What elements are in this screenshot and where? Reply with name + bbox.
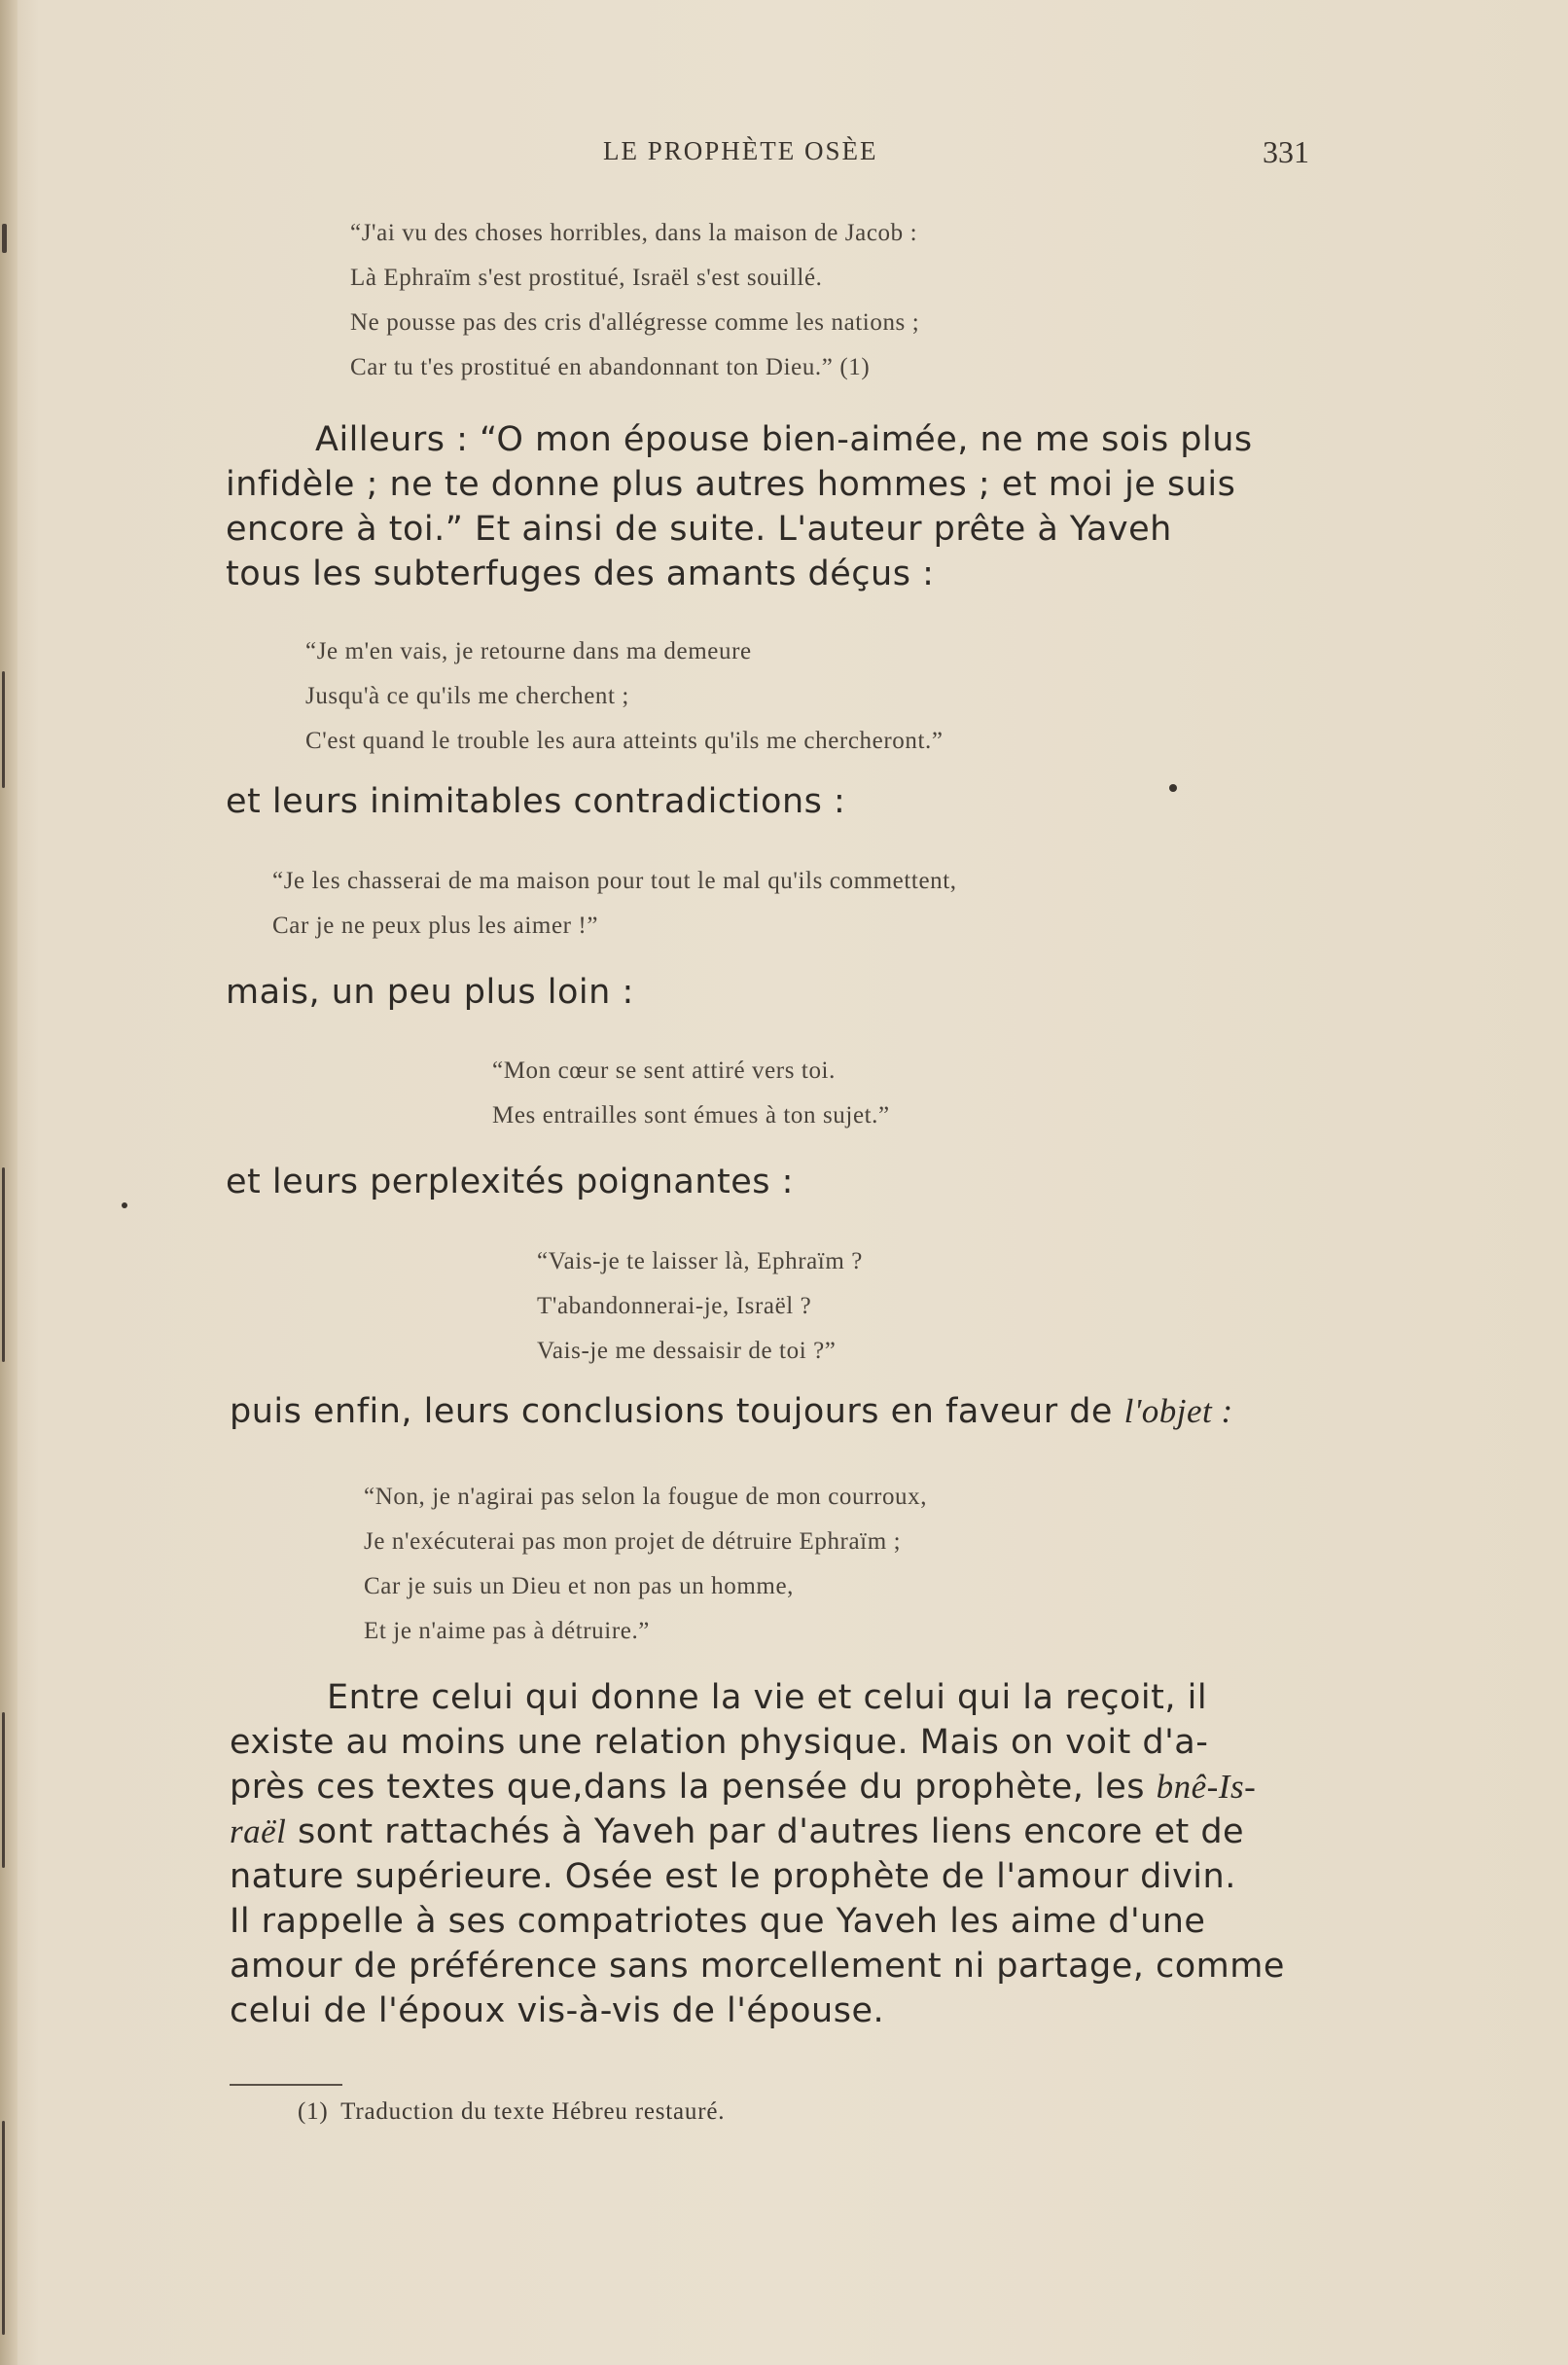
intro-conclusions-italic: l'objet : [1123, 1392, 1233, 1430]
verse-line: “Non, je n'agirai pas selon la fougue de mon courroux, [364, 1484, 928, 1510]
intro-conclusions-text: puis enfin, leurs conclusions toujours en faveur de [230, 1392, 1124, 1431]
binding-mark [2, 1712, 5, 1868]
prose-italic: raël [230, 1812, 287, 1850]
verse-line: Vais-je me dessaisir de toi ?” [537, 1338, 837, 1364]
footnote-rule [230, 2084, 342, 2086]
verse-block-5 [537, 1239, 863, 1374]
binding-mark [2, 2121, 5, 2335]
footnote [298, 2098, 725, 2126]
verse-line: “J'ai vu des choses horribles, dans la maison de Jacob : [350, 220, 918, 246]
paragraph-ailleurs [226, 417, 1253, 596]
verse-line: “Je les chasserai de ma maison pour tout le mal qu'ils commettent, [272, 868, 957, 894]
intro-plus-loin: mais, un peu plus loin : [226, 973, 634, 1012]
verse-line: T'abandonnerai-je, Israël ? [537, 1293, 812, 1319]
intro-conclusions [230, 1392, 1233, 1431]
prose-line [230, 1765, 1285, 1810]
prose-line: Entre celui qui donne la vie et celui qui la reçoit, il [327, 1678, 1208, 1717]
verse-line: Car tu t'es prostitué en abandonnant ton Dieu.” (1) [350, 354, 871, 380]
binding-mark [2, 224, 7, 253]
verse-block-3 [272, 859, 957, 949]
verse-line: Jusqu'à ce qu'ils me cherchent ; [305, 683, 629, 709]
prose-line: amour de préférence sans morcellement ni partage, comme [230, 1947, 1285, 1986]
verse-line: Car je ne peux plus les aimer !” [272, 913, 599, 939]
prose-text: près ces textes que,dans la pensée du prophète, les [230, 1768, 1157, 1807]
verse-block-6 [364, 1475, 927, 1654]
running-title: LE PROPHÈTE OSÈE [603, 136, 878, 165]
verse-line: Et je n'aime pas à détruire.” [364, 1618, 650, 1644]
prose-line: Ailleurs : “O mon épouse bien-aimée, ne me sois plus [315, 420, 1253, 459]
footnote-marker: (1) [298, 2098, 329, 2125]
page-header [0, 136, 1568, 175]
verse-line: Je n'exécuterai pas mon projet de détruire Ephraïm ; [364, 1528, 902, 1555]
verse-line: “Je m'en vais, je retourne dans ma demeure [305, 638, 752, 664]
footnote-text: Traduction du texte Hébreu restauré. [340, 2098, 726, 2125]
page-number: 331 [1263, 134, 1309, 169]
verse-line: Mes entrailles sont émues à ton sujet.” [492, 1102, 890, 1129]
binding-mark [2, 671, 5, 788]
prose-line: tous les subterfuges des amants déçus : [226, 555, 935, 593]
verse-line: C'est quand le trouble les aura atteints qu'ils me chercheront.” [305, 728, 944, 754]
paragraph-final [230, 1675, 1285, 2033]
binding-mark [2, 1167, 5, 1362]
intro-contradictions: et leurs inimitables contradictions : [226, 782, 846, 821]
prose-line: encore à toi.” Et ainsi de suite. L'auteur prête à Yaveh [226, 510, 1172, 549]
verse-line: Car je suis un Dieu et non pas un homme, [364, 1573, 794, 1599]
verse-line: Là Ephraïm s'est prostitué, Israël s'est souillé. [350, 265, 823, 291]
prose-line: Il rappelle à ses compatriotes que Yaveh les aime d'une [230, 1902, 1206, 1941]
ink-speck [122, 1202, 127, 1208]
ink-speck [1169, 784, 1177, 792]
prose-line: celui de l'époux vis-à-vis de l'épouse. [230, 1991, 885, 2030]
verse-block-2 [305, 629, 944, 764]
prose-text: sont rattachés à Yaveh par d'autres liens encore et de [286, 1812, 1245, 1851]
verse-line: “Mon cœur se sent attiré vers toi. [492, 1057, 836, 1084]
prose-line: existe au moins une relation physique. Mais on voit d'a- [230, 1723, 1209, 1762]
intro-perplexites: et leurs perplexités poignantes : [226, 1163, 794, 1201]
prose-italic: bnê-Is- [1156, 1768, 1257, 1806]
verse-block-4 [492, 1049, 890, 1138]
verse-line: Ne pousse pas des cris d'allégresse comme les nations ; [350, 309, 920, 336]
verse-block-1 [350, 211, 919, 390]
prose-line: nature supérieure. Osée est le prophète de l'amour divin. [230, 1857, 1236, 1896]
verse-line: “Vais-je te laisser là, Ephraïm ? [537, 1248, 863, 1274]
prose-line: infidèle ; ne te donne plus autres hommes ; et moi je suis [226, 465, 1236, 504]
prose-line [230, 1810, 1285, 1854]
